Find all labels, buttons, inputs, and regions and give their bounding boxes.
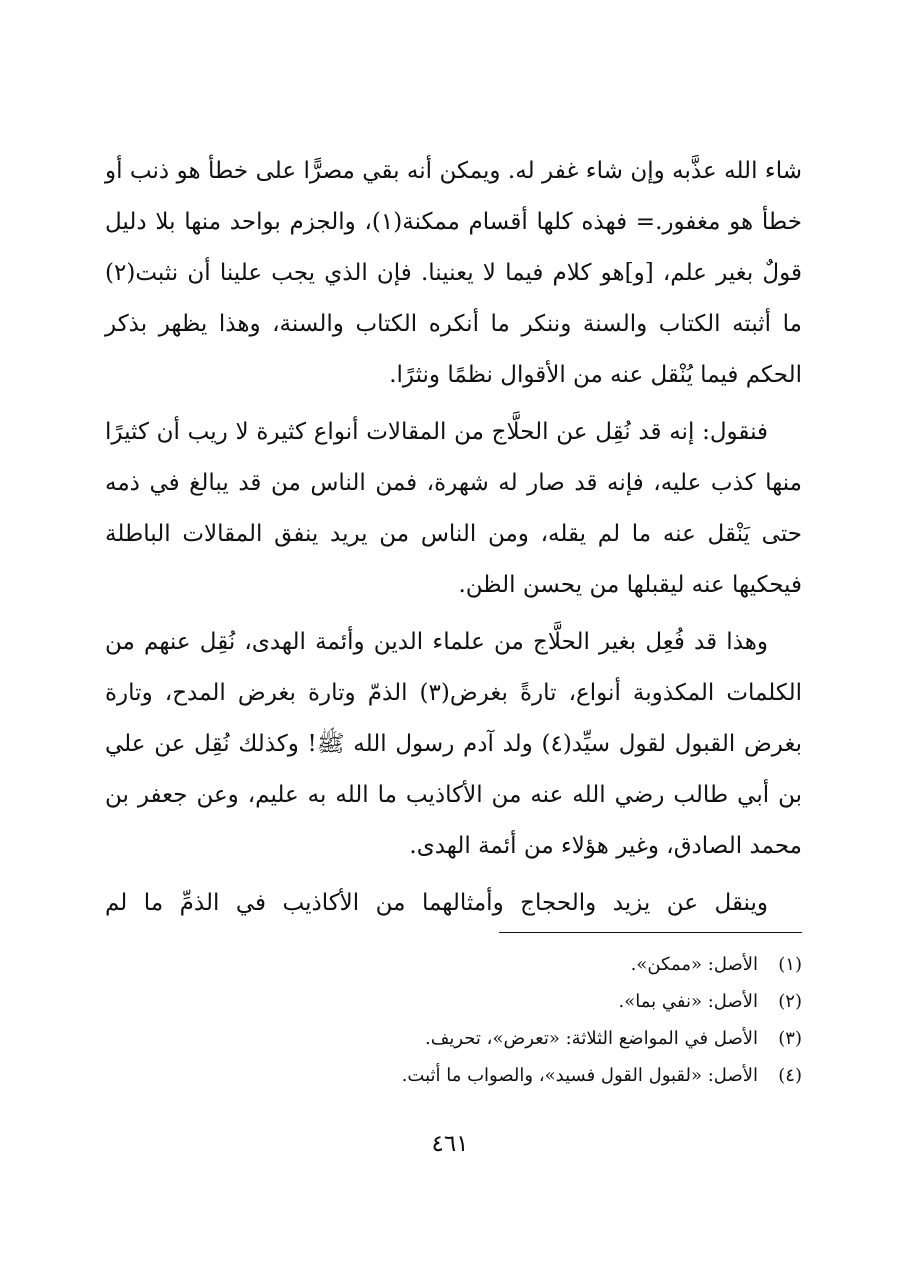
paragraph-2: فنقول: إنه قد نُقِل عن الحلَّاج من المقالات أنواع كثيرة لا ريب أن كثيرًا منها كذب عليه، فإنه قد صار له شهرة، فمن الناس من قد يبالغ في ذمه حتى يَنْقل عنه ما لم يقله، ومن الناس من يريد ينفق المقالات الباطلة فيحكيها عنه ليقبلها من يحسن الظن. [105, 419, 802, 598]
page-number: ٤٦١ [431, 1131, 469, 1157]
main-text [105, 146, 802, 935]
footnote-number: (٣) [778, 1028, 802, 1049]
footnote-1 [250, 946, 802, 983]
footnote-text: الأصل: «ممكن». [630, 954, 758, 975]
paragraph-3: وهذا قد فُعِل بغير الحلَّاج من علماء الدين وأئمة الهدى، نُقِل عنهم من الكلمات المكذوبة أنواع، تارةً بغرض(٣) الذمّ وتارة بغرض المدح، وتارة بغرض القبول لقول سيِّد(٤) ولد آدم رسول الله ﷺ! وكذلك نُقِل عن علي بن أبي طالب رضي الله عنه من الأكاذيب ما الله به عليم، وعن جعفر بن محمد الصادق، وغير هؤلاء من أئمة الهدى. [105, 629, 803, 859]
footnote-4 [250, 1057, 802, 1094]
footnote-text: الأصل في المواضع الثلاثة: «تعرض»، تحريف. [425, 1028, 758, 1049]
footnote-3 [250, 1020, 802, 1057]
footnote-text: الأصل: «لقبول القول فسيد»، والصواب ما أثبت. [401, 1065, 758, 1086]
footnote-text: الأصل: «نفي بما». [618, 991, 758, 1012]
paragraph-4: وينقل عن يزيد والحجاج وأمثالهما من الأكاذيب في الذمِّ ما لم [105, 890, 768, 916]
footnote-2 [250, 983, 802, 1020]
footnote-separator [499, 932, 802, 933]
footnote-number: (٤) [778, 1065, 802, 1086]
footnote-number: (١) [778, 954, 802, 975]
footnotes [250, 946, 802, 1094]
footnote-number: (٢) [778, 991, 802, 1012]
paragraph-1: شاء الله عذَّبه وإن شاء غفر له. ويمكن أنه بقي مصرًّا على خطأ هو ذنب أو خطأ هو مغفور.= فهذه كلها أقسام ممكنة(١)، والجزم بواحد منها بلا دليل قولٌ بغير علم، [و]هو كلام فيما لا يعنينا. فإن الذي يجب علينا أن نثبت(٢) ما أثبته الكتاب والسنة وننكر ما أنكره الكتاب والسنة، وهذا يظهر بذكر الحكم فيما يُنْقل عنه من الأقوال نظمًا ونثرًا. [105, 158, 802, 388]
